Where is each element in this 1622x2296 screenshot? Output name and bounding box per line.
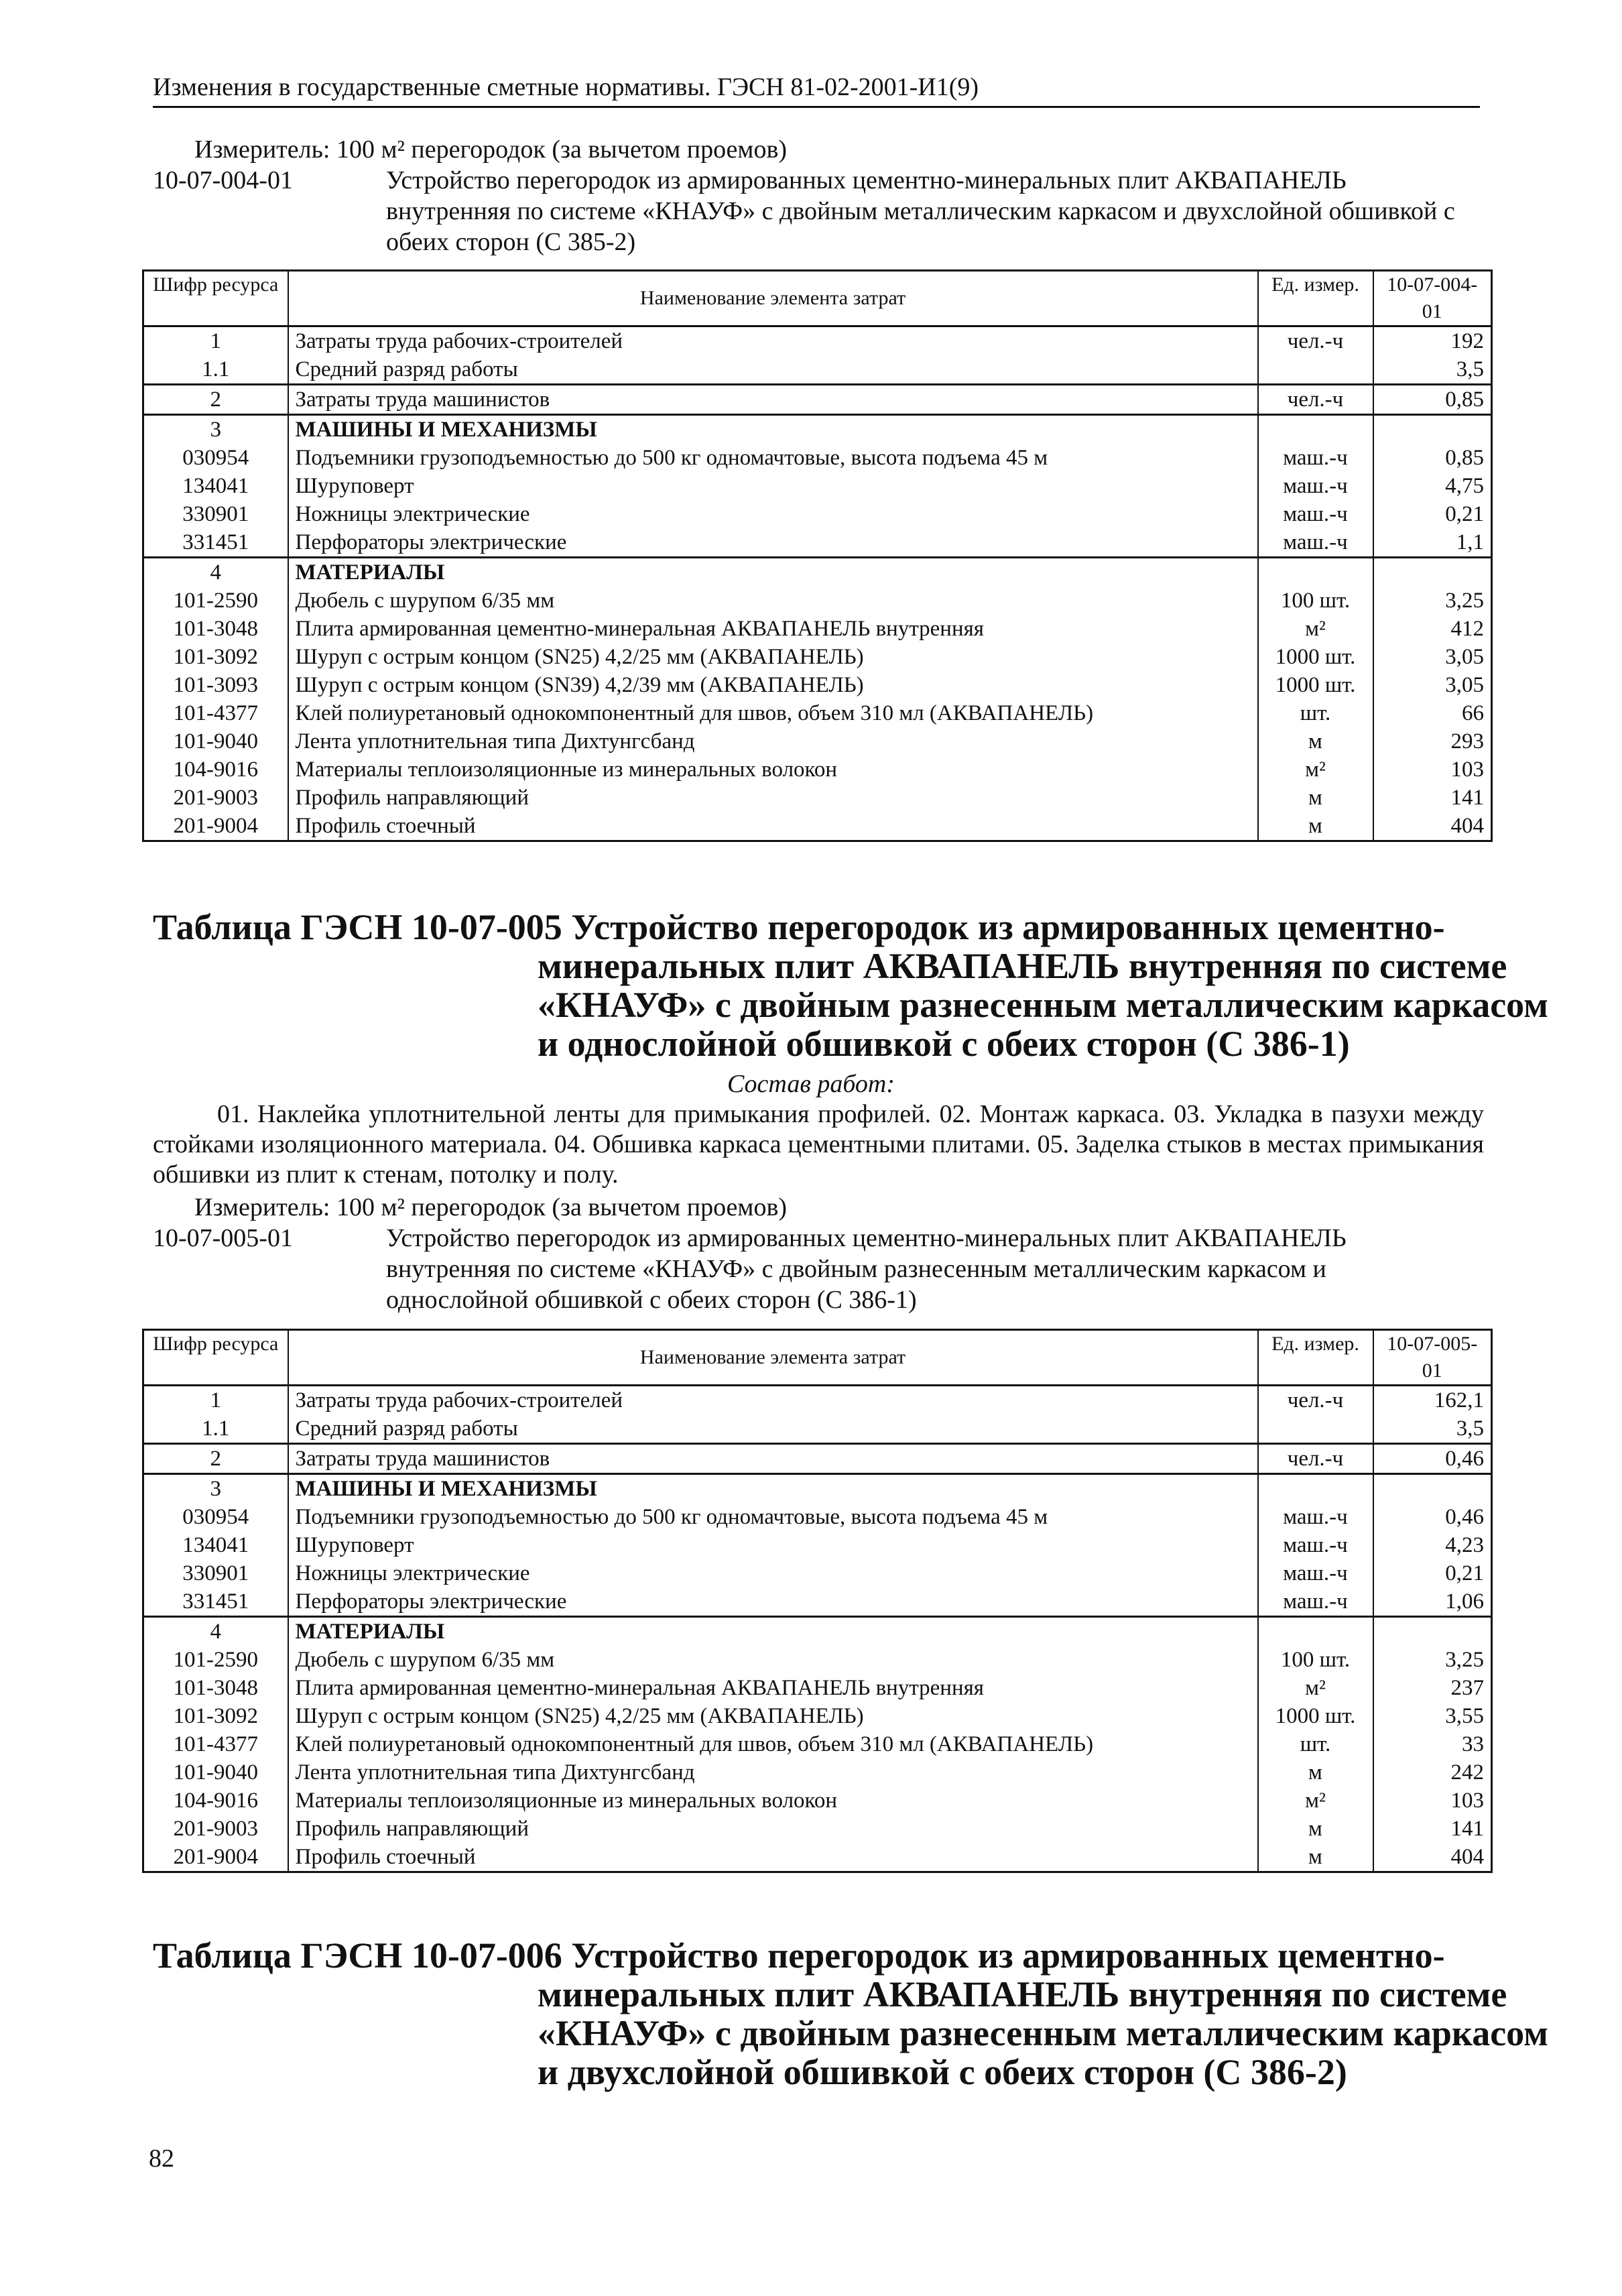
cell-name: Профиль направляющий <box>288 784 1258 812</box>
cell-name: Материалы теплоизоляционные из минеральных волокон <box>288 756 1258 784</box>
cell-unit: 1000 шт. <box>1258 1702 1373 1730</box>
table-006-title-line: «КНАУФ» с двойным разнесенным металлическим каркасом <box>538 2013 1548 2053</box>
cell-unit: чел.-ч <box>1258 1386 1373 1415</box>
cell-name: Затраты труда рабочих-строителей <box>288 326 1258 356</box>
cell-value: 66 <box>1373 699 1492 727</box>
cell-code: 201-9004 <box>143 1843 288 1872</box>
cell-unit: м <box>1258 727 1373 756</box>
cell-value <box>1373 1474 1492 1504</box>
cell-unit: чел.-ч <box>1258 385 1373 415</box>
cell-code: 104-9016 <box>143 1787 288 1815</box>
cell-code: 1 <box>143 326 288 356</box>
cell-code: 331451 <box>143 1587 288 1617</box>
cell-value: 3,05 <box>1373 643 1492 671</box>
cell-name: Шуруп с острым концом (SN25) 4,2/25 мм (АКВАПАНЕЛЬ) <box>288 643 1258 671</box>
norm-desc-005: Устройство перегородок из армированных цементно-минеральных плит АКВАПАНЕЛЬ внутренняя по системе «КНАУФ» с двойным разнесенным металлическим каркасом и однослойной обшивкой с обеих сторон (С 386-1) <box>386 1224 1347 1314</box>
cell-code: 104-9016 <box>143 756 288 784</box>
cell-name: Плита армированная цементно-минеральная АКВАПАНЕЛЬ внутренняя <box>288 1674 1258 1702</box>
table-row <box>143 1674 1492 1702</box>
cell-code: 201-9003 <box>143 784 288 812</box>
cell-value: 3,5 <box>1373 1414 1492 1444</box>
cell-name: Затраты труда рабочих-строителей <box>288 1386 1258 1415</box>
table-row <box>143 756 1492 784</box>
cell-unit: м <box>1258 812 1373 841</box>
table-005-title-line: и однослойной обшивкой с обеих сторон (С 386-1) <box>538 1024 1350 1064</box>
cell-unit: маш.-ч <box>1258 444 1373 472</box>
cell-code: 101-4377 <box>143 1730 288 1758</box>
cell-code: 101-2590 <box>143 587 288 615</box>
cell-value: 4,23 <box>1373 1531 1492 1559</box>
cell-value: 404 <box>1373 812 1492 841</box>
cell-code: 101-3048 <box>143 615 288 643</box>
cell-unit: маш.-ч <box>1258 500 1373 528</box>
cell-name: Шуруп с острым концом (SN39) 4,2/39 мм (АКВАПАНЕЛЬ) <box>288 671 1258 699</box>
table-row <box>143 1787 1492 1815</box>
resource-table-005 <box>142 1329 1493 1873</box>
cell-value <box>1373 1617 1492 1646</box>
table-row <box>143 615 1492 643</box>
cell-code: 2 <box>143 385 288 415</box>
cell-value: 1,06 <box>1373 1587 1492 1617</box>
table-row <box>143 1503 1492 1531</box>
table-row <box>143 699 1492 727</box>
table-row <box>143 472 1492 500</box>
cell-code: 101-3092 <box>143 643 288 671</box>
cell-code: 101-3093 <box>143 671 288 699</box>
cell-unit <box>1258 558 1373 587</box>
table-row <box>143 1587 1492 1617</box>
cell-value: 33 <box>1373 1730 1492 1758</box>
table-row <box>143 1843 1492 1872</box>
cell-name: Профиль стоечный <box>288 812 1258 841</box>
cell-code: 1 <box>143 1386 288 1415</box>
cell-unit: шт. <box>1258 699 1373 727</box>
col-value-header: 10-07-004-01 <box>1373 271 1492 326</box>
cell-name: Плита армированная цементно-минеральная АКВАПАНЕЛЬ внутренняя <box>288 615 1258 643</box>
col-unit-header: Ед. измер. <box>1258 271 1373 326</box>
cell-value: 3,5 <box>1373 355 1492 385</box>
page-header: Изменения в государственные сметные нормативы. ГЭСН 81-02-2001-И1(9) <box>153 72 1480 108</box>
cell-code: 2 <box>143 1444 288 1474</box>
cell-code: 330901 <box>143 500 288 528</box>
cell-code: 1.1 <box>143 355 288 385</box>
cell-unit: чел.-ч <box>1258 326 1373 356</box>
cell-unit <box>1258 1414 1373 1444</box>
cell-unit: маш.-ч <box>1258 1587 1373 1617</box>
table-row <box>143 1646 1492 1674</box>
table-row <box>143 1730 1492 1758</box>
norm-code-005: 10-07-005-01 <box>153 1224 293 1252</box>
norm-code-004: 10-07-004-01 <box>153 166 293 194</box>
cell-unit: 100 шт. <box>1258 587 1373 615</box>
table-005-title: Таблица ГЭСН 10-07-005 Устройство перегородок из армированных цементно- <box>153 907 1445 947</box>
cell-value: 3,25 <box>1373 587 1492 615</box>
cell-name: Шуруповерт <box>288 472 1258 500</box>
cell-code: 3 <box>143 1474 288 1504</box>
cell-value: 242 <box>1373 1758 1492 1787</box>
norm-desc-004: Устройство перегородок из армированных цементно-минеральных плит АКВАПАНЕЛЬ внутренняя по системе «КНАУФ» с двойным металлическим каркасом и двухслойной обшивкой с обеих сторон (С 385-2) <box>386 166 1455 256</box>
section-row <box>143 415 1492 444</box>
cell-value: 4,75 <box>1373 472 1492 500</box>
cell-value: 0,21 <box>1373 1559 1492 1587</box>
cell-value: 141 <box>1373 784 1492 812</box>
cell-unit: 100 шт. <box>1258 1646 1373 1674</box>
works-text: 01. Наклейка уплотнительной ленты для примыкания профилей. 02. Монтаж каркаса. 03. Укладка в пазухи между стойками изоляционного материала. 04. Обшивка каркаса цементными плитами. 05. Заделка стыков в местах примыкания обшивки из плит к стенам, потолку и полу. <box>153 1100 1484 1189</box>
table-row <box>143 643 1492 671</box>
section-row <box>143 1617 1492 1646</box>
measure-005: Измеритель: 100 м² перегородок (за вычетом проемов) <box>194 1193 788 1221</box>
cell-name: Материалы теплоизоляционные из минеральных волокон <box>288 1787 1258 1815</box>
cell-name: Средний разряд работы <box>288 355 1258 385</box>
cell-code: 030954 <box>143 444 288 472</box>
cell-name: Клей полиуретановый однокомпонентный для швов, объем 310 мл (АКВАПАНЕЛЬ) <box>288 1730 1258 1758</box>
cell-code: 101-3048 <box>143 1674 288 1702</box>
cell-value: 3,55 <box>1373 1702 1492 1730</box>
table-row <box>143 385 1492 415</box>
cell-unit: чел.-ч <box>1258 1444 1373 1474</box>
cell-unit <box>1258 1617 1373 1646</box>
section-row <box>143 558 1492 587</box>
cell-unit: шт. <box>1258 1730 1373 1758</box>
cell-value: 162,1 <box>1373 1386 1492 1415</box>
cell-name: МАШИНЫ И МЕХАНИЗМЫ <box>288 415 1258 444</box>
cell-name: Подъемники грузоподъемностью до 500 кг одномачтовые, высота подъема 45 м <box>288 444 1258 472</box>
cell-unit: м <box>1258 1843 1373 1872</box>
cell-unit: м² <box>1258 1674 1373 1702</box>
cell-name: Профиль направляющий <box>288 1815 1258 1843</box>
cell-code: 101-9040 <box>143 1758 288 1787</box>
cell-unit: м <box>1258 1815 1373 1843</box>
cell-name: Лента уплотнительная типа Дихтунгсбанд <box>288 727 1258 756</box>
cell-name: Средний разряд работы <box>288 1414 1258 1444</box>
cell-unit: маш.-ч <box>1258 1531 1373 1559</box>
cell-name: Перфораторы электрические <box>288 1587 1258 1617</box>
table-row <box>143 1702 1492 1730</box>
table-row <box>143 1414 1492 1444</box>
cell-value: 0,85 <box>1373 385 1492 415</box>
cell-unit: маш.-ч <box>1258 528 1373 558</box>
page-number: 82 <box>149 2144 174 2173</box>
table-row <box>143 1815 1492 1843</box>
cell-unit: м <box>1258 1758 1373 1787</box>
cell-code: 1.1 <box>143 1414 288 1444</box>
cell-value <box>1373 415 1492 444</box>
col-code-header: Шифр ресурса <box>143 1330 288 1386</box>
table-row <box>143 727 1492 756</box>
cell-name: Шуруп с острым концом (SN25) 4,2/25 мм (АКВАПАНЕЛЬ) <box>288 1702 1258 1730</box>
cell-name: Подъемники грузоподъемностью до 500 кг одномачтовые, высота подъема 45 м <box>288 1503 1258 1531</box>
cell-value: 3,05 <box>1373 671 1492 699</box>
cell-code: 101-2590 <box>143 1646 288 1674</box>
cell-value: 0,85 <box>1373 444 1492 472</box>
cell-name: Дюбель с шурупом 6/35 мм <box>288 587 1258 615</box>
cell-value: 0,46 <box>1373 1444 1492 1474</box>
cell-unit: маш.-ч <box>1258 1559 1373 1587</box>
cell-name: Лента уплотнительная типа Дихтунгсбанд <box>288 1758 1258 1787</box>
table-row <box>143 444 1492 472</box>
cell-name: Шуруповерт <box>288 1531 1258 1559</box>
table-006-title-line: и двухслойной обшивкой с обеих сторон (С 386-2) <box>538 2052 1347 2092</box>
table-row <box>143 1531 1492 1559</box>
cell-name: Затраты труда машинистов <box>288 385 1258 415</box>
cell-value: 192 <box>1373 326 1492 356</box>
table-row <box>143 326 1492 356</box>
table-row <box>143 528 1492 558</box>
col-value-header: 10-07-005-01 <box>1373 1330 1492 1386</box>
table-005-title-line: «КНАУФ» с двойным разнесенным металлическим каркасом <box>538 985 1548 1025</box>
cell-value <box>1373 558 1492 587</box>
cell-code: 101-3092 <box>143 1702 288 1730</box>
table-row <box>143 587 1492 615</box>
cell-code: 134041 <box>143 472 288 500</box>
cell-code: 201-9003 <box>143 1815 288 1843</box>
table-row <box>143 784 1492 812</box>
cell-name: Ножницы электрические <box>288 1559 1258 1587</box>
cell-value: 237 <box>1373 1674 1492 1702</box>
cell-value: 412 <box>1373 615 1492 643</box>
cell-unit: маш.-ч <box>1258 472 1373 500</box>
cell-code: 101-4377 <box>143 699 288 727</box>
cell-unit: м <box>1258 784 1373 812</box>
cell-value: 141 <box>1373 1815 1492 1843</box>
table-row <box>143 1386 1492 1415</box>
cell-code: 3 <box>143 415 288 444</box>
table-row <box>143 355 1492 385</box>
table-row <box>143 1758 1492 1787</box>
col-code-header: Шифр ресурса <box>143 271 288 326</box>
cell-value: 0,21 <box>1373 500 1492 528</box>
cell-code: 030954 <box>143 1503 288 1531</box>
cell-code: 101-9040 <box>143 727 288 756</box>
table-row <box>143 1444 1492 1474</box>
cell-name: МАТЕРИАЛЫ <box>288 1617 1258 1646</box>
col-unit-header: Ед. измер. <box>1258 1330 1373 1386</box>
cell-name: Затраты труда машинистов <box>288 1444 1258 1474</box>
cell-unit <box>1258 1474 1373 1504</box>
cell-value: 0,46 <box>1373 1503 1492 1531</box>
cell-code: 134041 <box>143 1531 288 1559</box>
cell-value: 103 <box>1373 1787 1492 1815</box>
cell-unit <box>1258 415 1373 444</box>
section-row <box>143 1474 1492 1504</box>
table-header-row <box>143 1330 1492 1386</box>
table-row <box>143 1559 1492 1587</box>
table-006-title-line: минеральных плит АКВАПАНЕЛЬ внутренняя по системе <box>538 1974 1507 2014</box>
cell-value: 103 <box>1373 756 1492 784</box>
cell-value: 404 <box>1373 1843 1492 1872</box>
cell-code: 330901 <box>143 1559 288 1587</box>
cell-unit: м² <box>1258 1787 1373 1815</box>
table-header-row <box>143 271 1492 326</box>
col-name-header: Наименование элемента затрат <box>288 1330 1258 1386</box>
table-006-title: Таблица ГЭСН 10-07-006 Устройство перегородок из армированных цементно- <box>153 1935 1445 1976</box>
cell-value: 293 <box>1373 727 1492 756</box>
cell-name: Клей полиуретановый однокомпонентный для швов, объем 310 мл (АКВАПАНЕЛЬ) <box>288 699 1258 727</box>
cell-name: МАТЕРИАЛЫ <box>288 558 1258 587</box>
table-005-title-line: минеральных плит АКВАПАНЕЛЬ внутренняя по системе <box>538 946 1507 986</box>
cell-name: Перфораторы электрические <box>288 528 1258 558</box>
cell-unit: маш.-ч <box>1258 1503 1373 1531</box>
table-row <box>143 500 1492 528</box>
cell-unit: 1000 шт. <box>1258 643 1373 671</box>
cell-name: Ножницы электрические <box>288 500 1258 528</box>
cell-unit: м² <box>1258 756 1373 784</box>
cell-unit: м² <box>1258 615 1373 643</box>
cell-name: МАШИНЫ И МЕХАНИЗМЫ <box>288 1474 1258 1504</box>
table-row <box>143 812 1492 841</box>
cell-code: 4 <box>143 1617 288 1646</box>
measure-004: Измеритель: 100 м² перегородок (за вычетом проемов) <box>194 135 788 164</box>
table-row <box>143 671 1492 699</box>
cell-unit <box>1258 355 1373 385</box>
cell-value: 3,25 <box>1373 1646 1492 1674</box>
cell-code: 4 <box>143 558 288 587</box>
resource-table-004 <box>142 269 1493 842</box>
works-heading: Состав работ: <box>727 1070 895 1098</box>
cell-name: Профиль стоечный <box>288 1843 1258 1872</box>
col-name-header: Наименование элемента затрат <box>288 271 1258 326</box>
cell-code: 201-9004 <box>143 812 288 841</box>
cell-unit: 1000 шт. <box>1258 671 1373 699</box>
cell-name: Дюбель с шурупом 6/35 мм <box>288 1646 1258 1674</box>
cell-value: 1,1 <box>1373 528 1492 558</box>
cell-code: 331451 <box>143 528 288 558</box>
